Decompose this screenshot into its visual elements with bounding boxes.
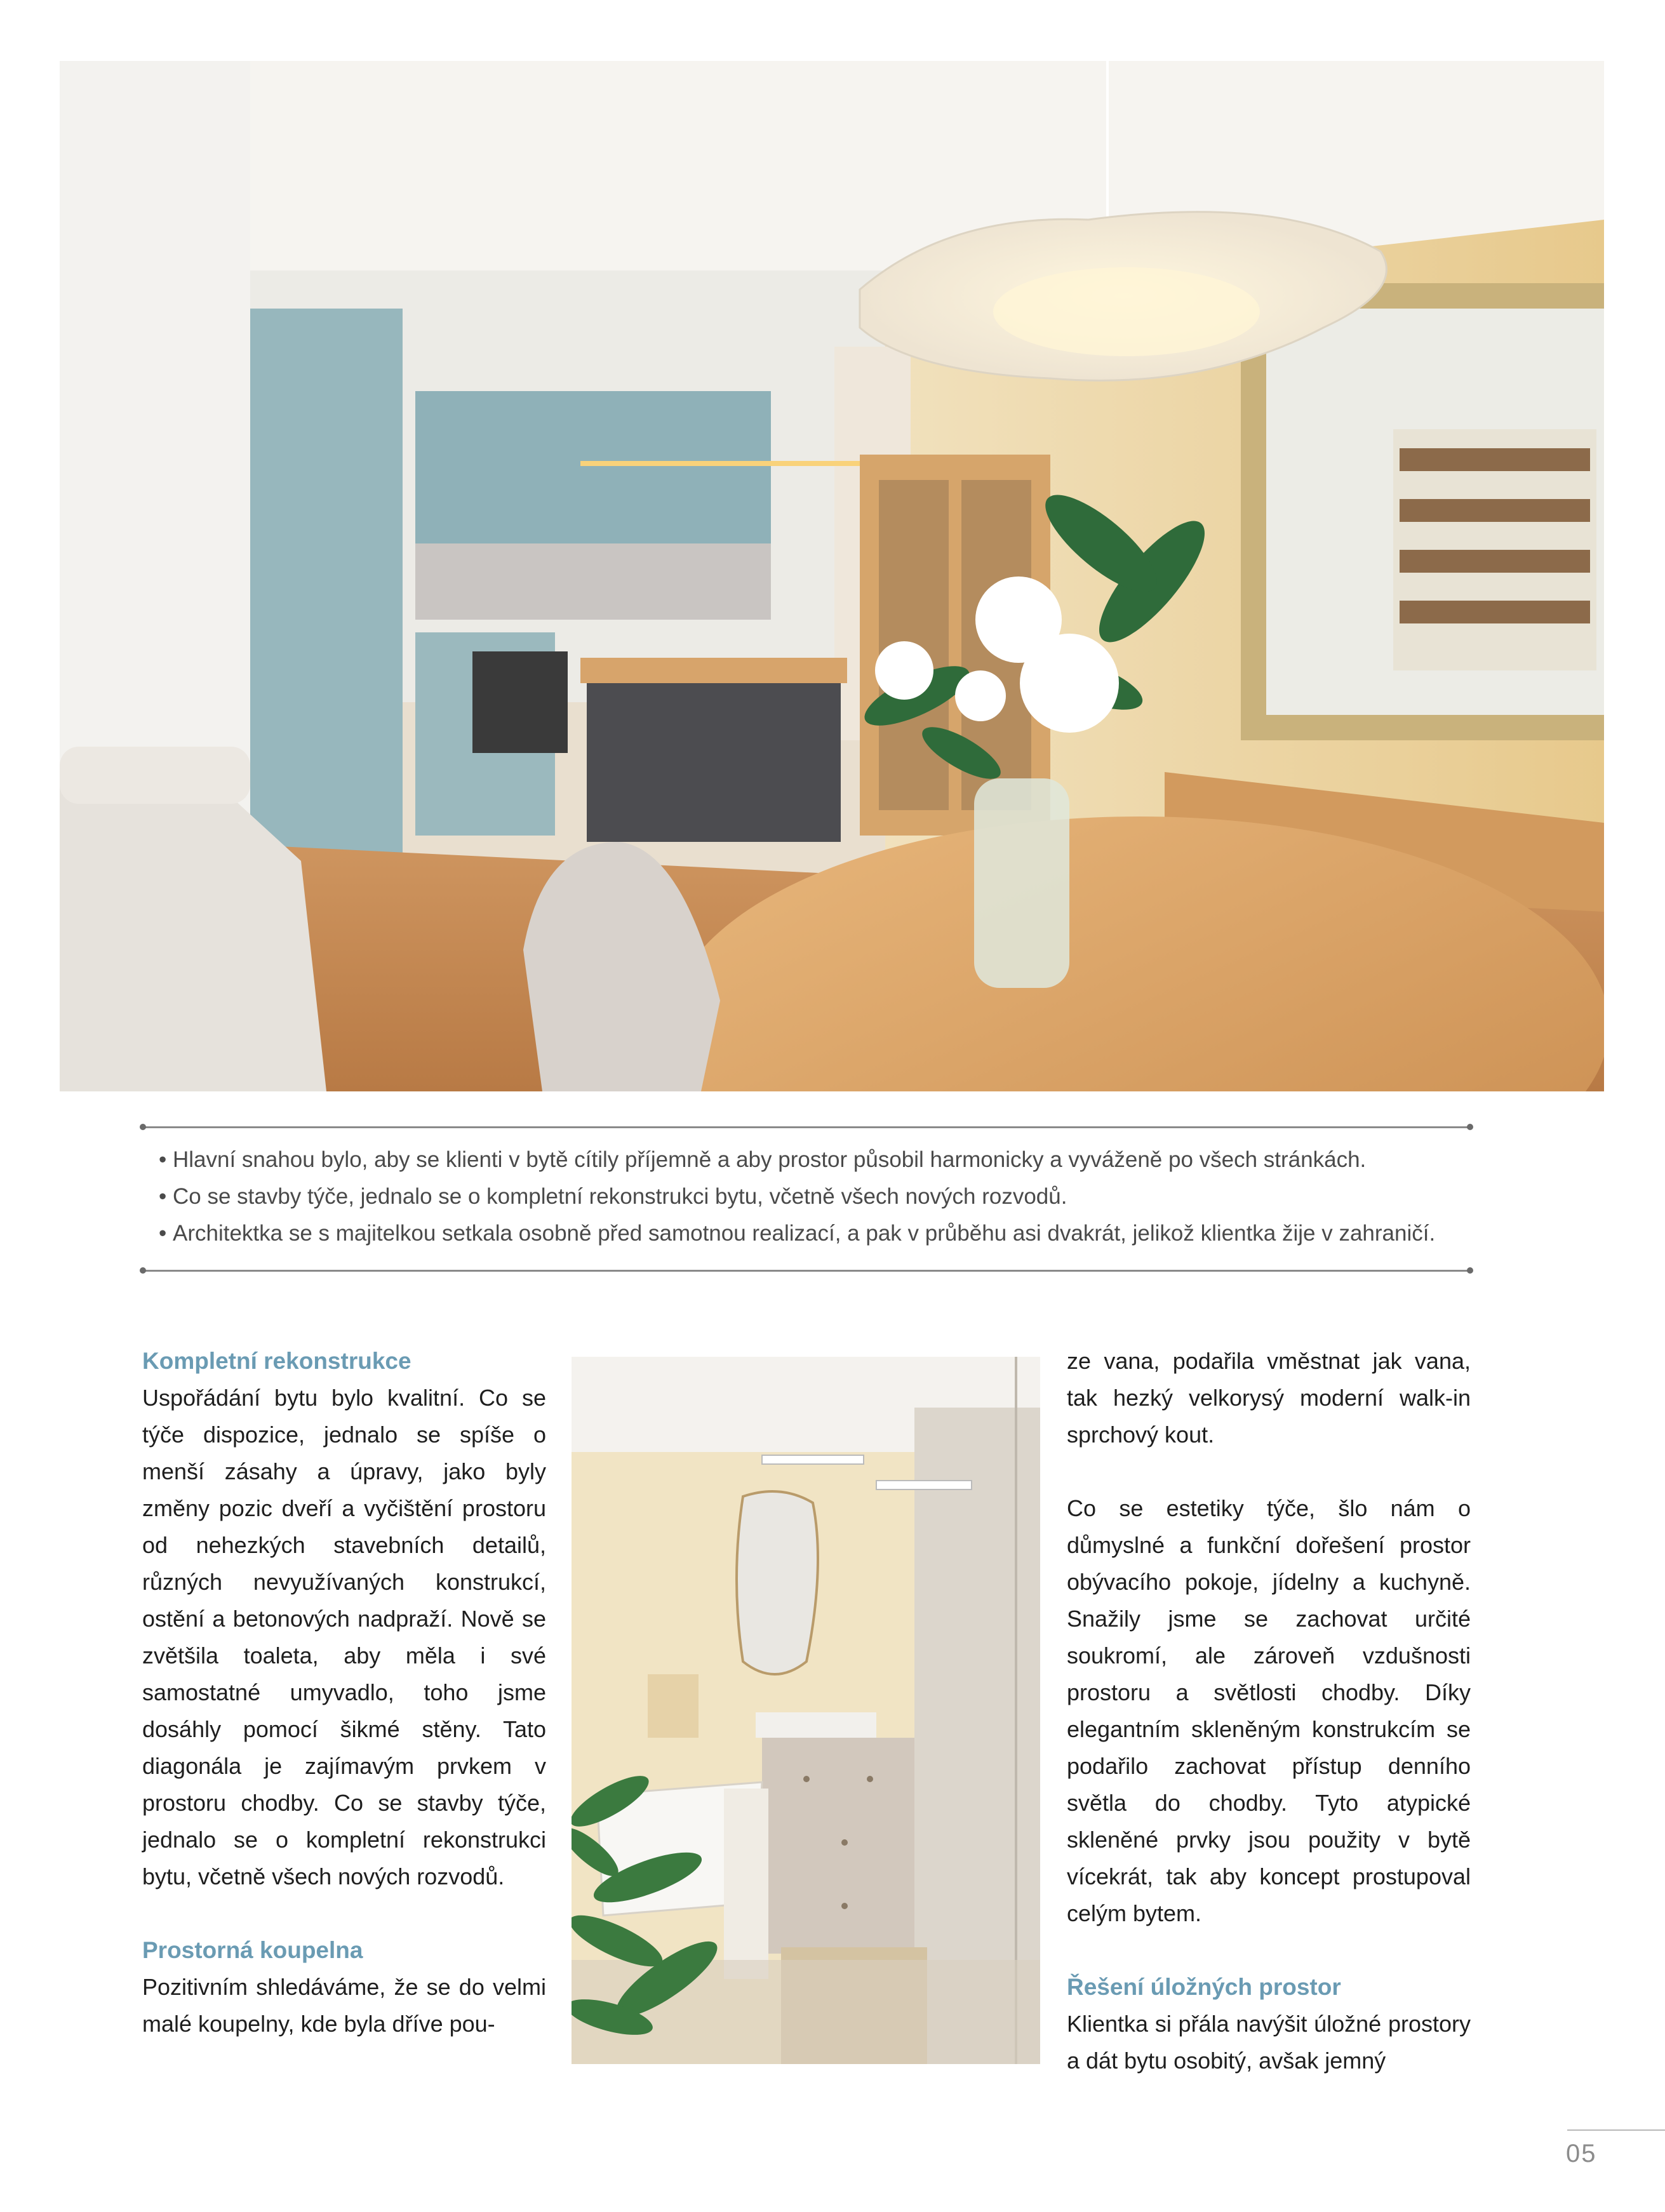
right-text-column [1067,1343,1471,2079]
page-number-rule [1567,2129,1665,2131]
body-paragraph: Klientka si přála navýšit úložné prostory a dát bytu osobitý, avšak jemný [1067,2011,1471,2074]
bathroom-photo [572,1357,1040,2064]
bullet-item: • Co se stavby týče, jednalo se o kompletní rekonstrukci bytu, včetně všech nových rozvodů. [159,1178,1480,1215]
bullet-box-top-rule [142,1126,1471,1128]
bullet-box-bottom-rule [142,1270,1471,1272]
body-paragraph: ze vana, podařila vměstnat jak vana, tak hezký velkorysý moderní walk-in sprchový kout. [1067,1348,1471,1448]
bullet-item: • Hlavní snahou bylo, aby se klienti v bytě cítily příjemně a aby prostor působil harmonicky a vyváženě po všech stránkách. [159,1142,1480,1178]
hero-photo-living-dining-kitchen [60,61,1604,1091]
body-paragraph: Pozitivním shledáváme, že se do velmi malé koupelny, kde byla dříve pou- [142,1974,546,2037]
left-text-column [142,1343,546,2042]
bullet-item: • Architektka se s majitelkou setkala osobně před samotnou realizací, a pak v průběhu asi dvakrát, jelikož klientka žije v zahraničí. [159,1215,1480,1252]
body-paragraph: Uspořádání bytu bylo kvalitní. Co se týče dispozice, jednalo se spíše o menší zásahy a úpravy, jako byly změny pozic dveří a vyčištění prostoru od nehezkých stavebních detailů, různých nevyužívaných konstrukcí, ostění a betonových nadpraží. Nově se zvětšila toaleta, aby měla i své samostatné umyvadlo, toho jsme dosáhly pomocí šikmé stěny. Tato diagonála je zajímavým prvkem v prostoru chodby. Co se stavby týče, jednalo se o kompletní rekonstrukci bytu, včetně všech nových rozvodů. [142,1385,546,1889]
section-heading-reseni-ulozneho-prostoru: Řešení úložných prostor [1067,1974,1341,2000]
section-heading-prostorna-koupelna: Prostorná koupelna [142,1937,363,1963]
body-paragraph: Co se estetiky týče, šlo nám o důmyslné a funkční dořešení prostor obývacího pokoje, jídelny a kuchyně. Snažily jsme se zachovat určité soukromí, ale zároveň vzdušnosti prostoru a světlosti chodby. Díky elegantním skleněným konstrukcím se podařilo zachovat přístup denního světla do chodby. Tyto atypické skleněné prvky jsou použity v bytě vícekrát, tak aby koncept prostupoval celým bytem. [1067,1495,1471,1926]
bullet-list [159,1142,1480,1252]
page-number: 05 [1566,2140,1597,2168]
section-heading-kompletni-rekonstrukce: Kompletní rekonstrukce [142,1348,411,1374]
